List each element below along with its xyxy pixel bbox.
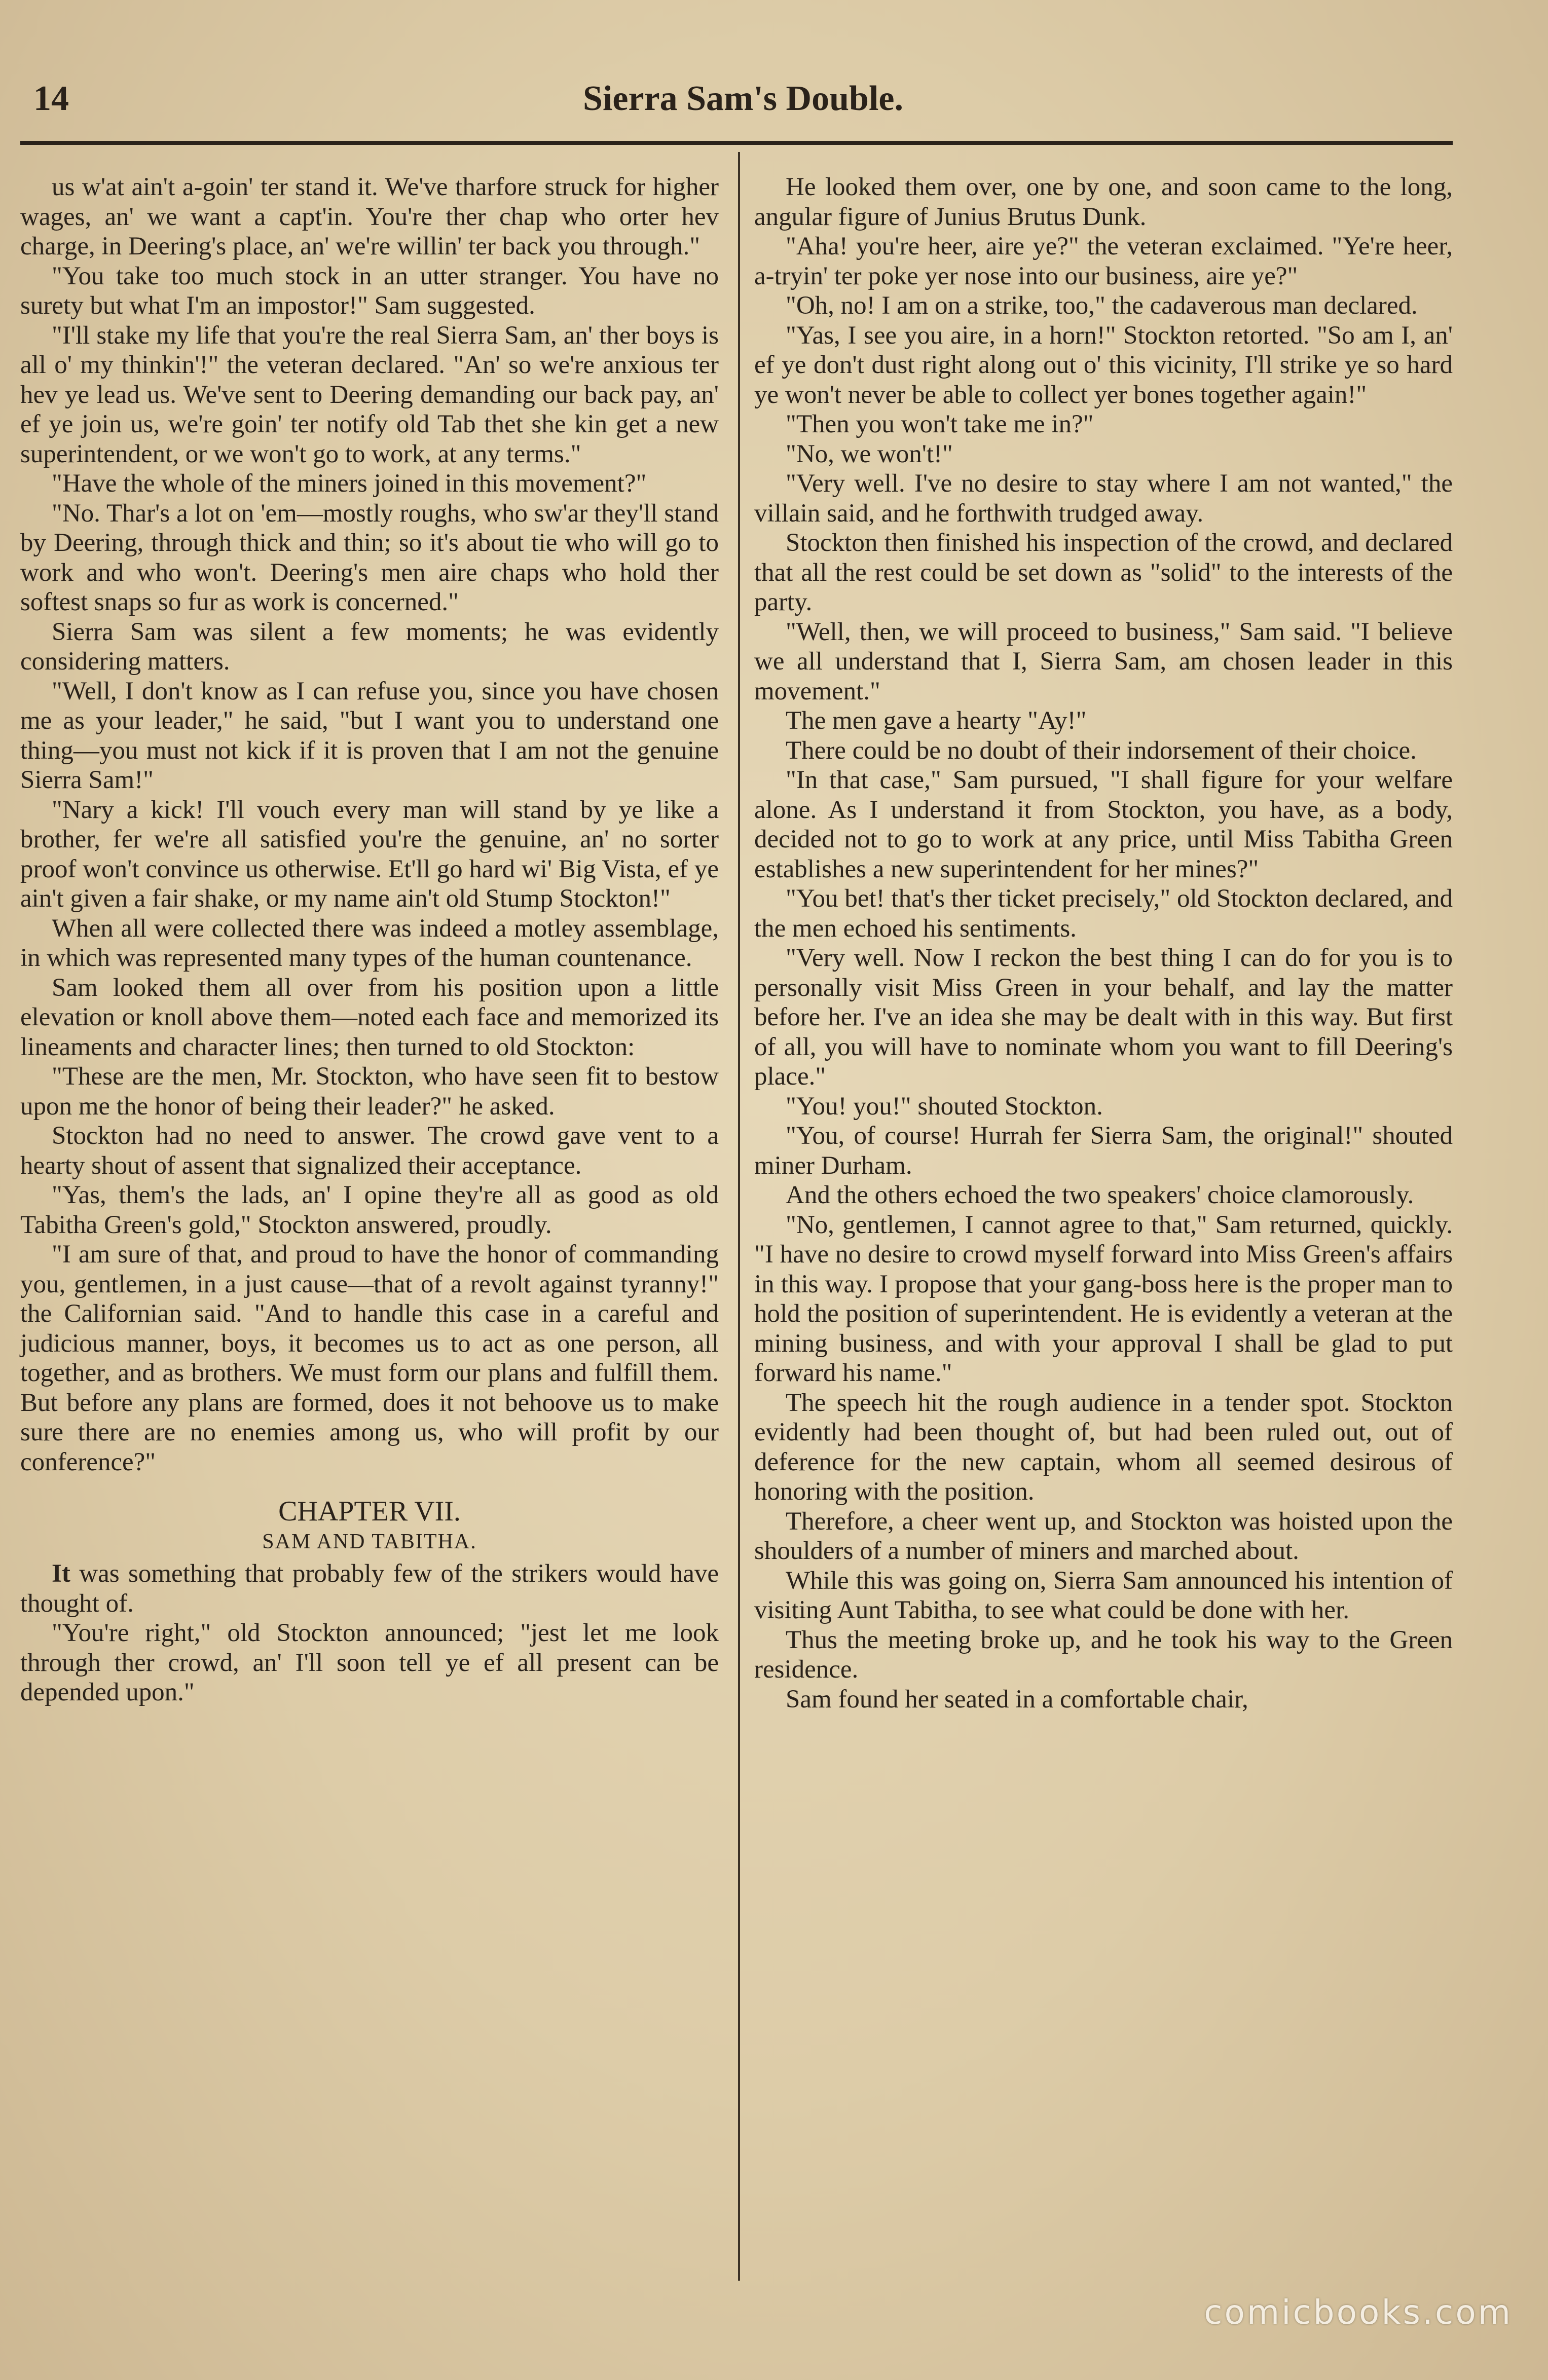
- paragraph: "Nary a kick! I'll vouch every man will stand by ye like a brother, fer we're all satisfied you're the genuine, an' no sorter proof won't convince us otherwise. Et'll go hard wi' Big Vista, ef ye ain't given a fair shake, or my name ain't old Stump Stockton!": [20, 795, 719, 913]
- paragraph: When all were collected there was indeed a motley assemblage, in which was represented many types of the human countenance.: [20, 914, 719, 972]
- right-column: [754, 172, 1453, 1714]
- paragraph: "Well, I don't know as I can refuse you, since you have chosen me as your leader," he said, "but I want you to understand one thing—you must not kick if it is proven that I am not the genuine Sierra Sam!": [20, 677, 719, 794]
- paragraph: "Very well. Now I reckon the best thing I can do for you is to personally visit Miss Green in your behalf, and lay the matter before her. I've an idea she may be dealt with in this way. But first of all, you will have to nominate whom you want to fill Deering's place.": [754, 944, 1453, 1091]
- paragraph: He looked them over, one by one, and soon came to the long, angular figure of Junius Brutus Dunk.: [754, 173, 1453, 231]
- paragraph: Stockton had no need to answer. The crowd gave vent to a hearty shout of assent that signalized their acceptance.: [20, 1122, 719, 1180]
- paragraph: "I'll stake my life that you're the real Sierra Sam, an' ther boys is all o' my thinkin'!" the veteran declared. "An' so we're anxious ter hev ye lead us. We've sent to Deering demanding our back pay, an' ef ye join us, we're goin' ter notify old Tab thet she kin get a new superintendent, or we won't go to work, at any terms.": [20, 321, 719, 468]
- page-number: 14: [33, 79, 69, 118]
- page-header: [33, 76, 1453, 122]
- paragraph: Therefore, a cheer went up, and Stockton was hoisted upon the shoulders of a number of miners and marched about.: [754, 1507, 1453, 1565]
- opening-text: was something that probably few of the strikers would have thought of.: [20, 1559, 719, 1618]
- paragraph: "You! you!" shouted Stockton.: [786, 1092, 1103, 1121]
- chapter-subheading: SAM AND TABITHA.: [262, 1530, 477, 1553]
- chapter-heading: CHAPTER VII.: [278, 1496, 461, 1527]
- dropcap: It: [52, 1559, 70, 1588]
- paragraph: "These are the men, Mr. Stockton, who have seen fit to bestow upon me the honor of being their leader?" he asked.: [20, 1062, 719, 1121]
- paragraph: "No, gentlemen, I cannot agree to that," Sam returned, quickly. "I have no desire to crowd myself forward into Miss Green's affairs in this way. I propose that your gang-boss here is the proper man to hold the position of superintendent. He is evidently a veteran at the mining business, and with your approval I shall be glad to put forward his name.": [754, 1210, 1453, 1387]
- paragraph: "Well, then, we will proceed to business," Sam said. "I believe we all understand that I, Sierra Sam, am chosen leader in this movement.": [754, 617, 1453, 705]
- paragraph: "You're right," old Stockton announced; "jest let me look through ther crowd, an' I'll soon tell ye ef all present can be depended upon.": [20, 1619, 719, 1706]
- paragraph: "Very well. I've no desire to stay where I am not wanted," the villain said, and he forthwith trudged away.: [754, 469, 1453, 528]
- paragraph: "Oh, no! I am on a strike, too," the cadaverous man declared.: [786, 291, 1418, 320]
- paragraph: The men gave a hearty "Ay!": [786, 706, 1087, 735]
- paragraph: "In that case," Sam pursued, "I shall figure for your welfare alone. As I understand it from Stockton, you have, as a body, decided not to go to work at any price, until Miss Tabitha Green establishes a new superintendent for her mines?": [754, 766, 1453, 883]
- column-divider: [738, 152, 740, 2281]
- paragraph: "Have the whole of the miners joined in this movement?": [52, 469, 647, 498]
- left-column: [20, 172, 719, 1707]
- paragraph: There could be no doubt of their indorsement of their choice.: [786, 736, 1417, 765]
- paragraph: "Yas, them's the lads, an' I opine they're all as good as old Tabitha Green's gold," Stockton answered, proudly.: [20, 1181, 719, 1239]
- paragraph: Sierra Sam was silent a few moments; he was evidently considering matters.: [20, 617, 719, 676]
- paragraph: "You bet! that's ther ticket precisely," old Stockton declared, and the men echoed his sentiments.: [754, 884, 1453, 943]
- paragraph: "Then you won't take me in?": [786, 410, 1094, 438]
- paragraph: Sam found her seated in a comfortable chair,: [786, 1685, 1248, 1714]
- site-watermark: comicbooks.com: [1204, 2293, 1513, 2332]
- paragraph: Sam looked them all over from his position upon a little elevation or knoll above them—noted each face and memorized its lineaments and character lines; then turned to old Stockton:: [20, 973, 719, 1061]
- paragraph: Stockton then finished his inspection of the crowd, and declared that all the rest could be set down as "solid" to the interests of the party.: [754, 529, 1453, 616]
- running-title: Sierra Sam's Double.: [583, 79, 903, 118]
- paragraph: "Yas, I see you aire, in a horn!" Stockton retorted. "So am I, an' ef ye don't dust right along out o' this vicinity, I'll strike ye so hard ye won't never be able to collect yer bones together again!": [754, 321, 1453, 409]
- paragraph: "I am sure of that, and proud to have the honor of commanding you, gentlemen, in a just cause—that of a revolt against tyranny!" the Californian said. "And to handle this case in a careful and judicious manner, boys, it becomes us to act as one person, all together, and as brothers. We must form our plans and fulfill them. But before any plans are formed, does it not behoove us to make sure there are no enemies among us, who will profit by our conference?": [20, 1240, 719, 1476]
- paragraph: And the others echoed the two speakers' choice clamorously.: [786, 1181, 1414, 1209]
- paragraph: The speech hit the rough audience in a tender spot. Stockton evidently had been thought of, but had been ruled out, out of deference for the new captain, whom all seemed desirous of honoring with the position.: [754, 1388, 1453, 1506]
- paragraph: "You take too much stock in an utter stranger. You have no surety but what I'm an impostor!" Sam suggested.: [20, 262, 719, 320]
- header-rule: [20, 141, 1453, 145]
- chapter-opening-paragraph: [20, 1559, 719, 1618]
- paragraph: "You, of course! Hurrah fer Sierra Sam, the original!" shouted miner Durham.: [754, 1122, 1453, 1180]
- paragraph: While this was going on, Sierra Sam announced his intention of visiting Aunt Tabitha, to see what could be done with her.: [754, 1566, 1453, 1624]
- paragraph: "No. Thar's a lot on 'em—mostly roughs, who sw'ar they'll stand by Deering, through thick and thin; so it's about tie who will go to work and who won't. Deering's men aire chaps who hold ther softest snaps so fur as work is concerned.": [20, 499, 719, 616]
- paragraph: us w'at ain't a-goin' ter stand it. We've tharfore struck for higher wages, an' we want a capt'in. You're ther chap who orter hev charge, in Deering's place, an' we're willin' ter back you through.": [20, 173, 719, 261]
- paragraph: "Aha! you're heer, aire ye?" the veteran exclaimed. "Ye're heer, a-tryin' ter poke yer nose into our business, aire ye?": [754, 232, 1453, 290]
- paragraph: "No, we won't!": [786, 439, 953, 468]
- paragraph: Thus the meeting broke up, and he took his way to the Green residence.: [754, 1625, 1453, 1684]
